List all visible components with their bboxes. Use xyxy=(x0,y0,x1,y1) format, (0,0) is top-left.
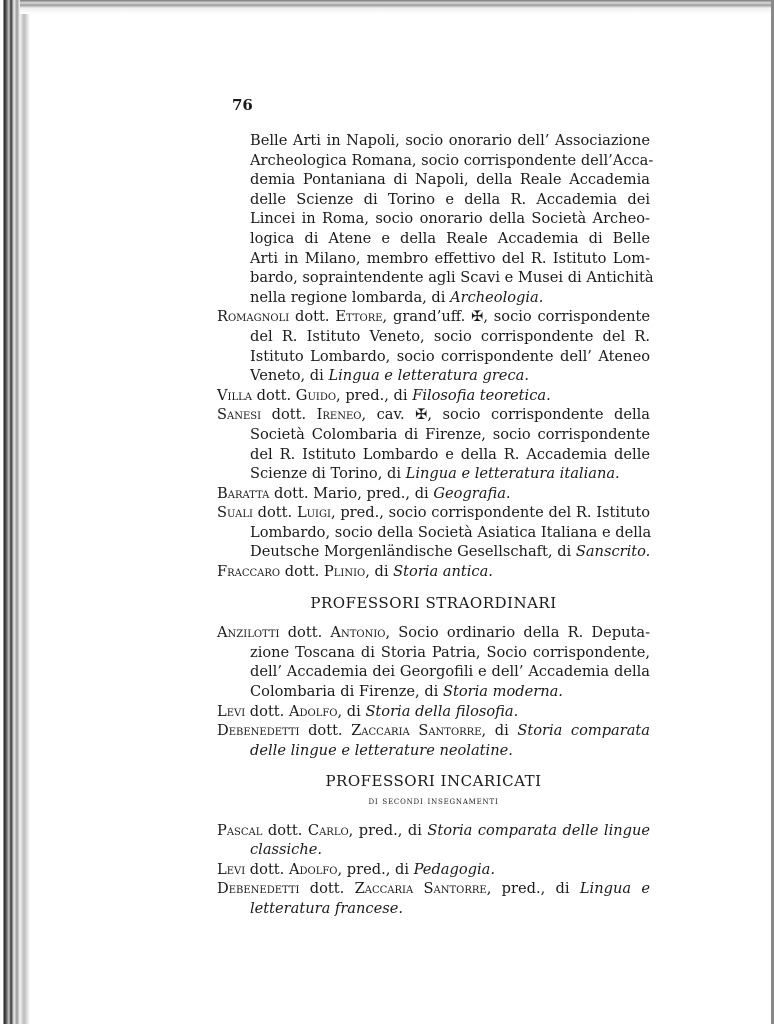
text-span: dott. xyxy=(280,563,324,581)
text-line xyxy=(217,249,650,269)
faculty-entry xyxy=(217,721,650,760)
faculty-entry xyxy=(217,702,650,722)
text-span: zione Toscana di Storia Patria, Socio corrispondente, xyxy=(250,643,650,661)
text-span: dott. xyxy=(245,860,289,878)
text-line xyxy=(217,307,650,327)
text-span: Istituto Lombardo, socio corrispondente dell’ Ateneo xyxy=(250,347,650,365)
subject-name: Sanscrito. xyxy=(575,543,651,561)
subject-name: Geografia. xyxy=(433,484,511,502)
text-span: Scienze di Torino, di xyxy=(250,465,406,483)
text-line xyxy=(217,366,650,386)
text-line xyxy=(217,662,650,682)
text-line xyxy=(217,860,650,880)
person-name: Zaccaria Santorre xyxy=(354,880,487,898)
section-subheading: di secondi insegnamenti xyxy=(368,796,499,807)
text-line xyxy=(217,425,650,445)
text-line xyxy=(217,702,650,722)
text-span: Arti in Milano, membro effettivo del R. Istituto Lom- xyxy=(250,249,650,267)
text-span: Lombardo, socio della Società Asiatica Italiana e della xyxy=(250,523,652,541)
text-span: , pred., di xyxy=(348,821,428,839)
person-name: Adolfo xyxy=(288,702,338,720)
subject-name: Lingua e letteratura greca. xyxy=(328,367,529,385)
text-line xyxy=(217,386,650,406)
person-name: Zaccaria Santorre xyxy=(351,722,482,740)
subject-name: Storia comparata delle lingue xyxy=(427,821,651,839)
text-span: del R. Istituto Lombardo e della R. Accademia delle xyxy=(250,445,650,463)
section-heading: PROFESSORI STRAORDINARI xyxy=(310,593,557,612)
text-line xyxy=(217,131,650,151)
text-span: dott. xyxy=(252,504,297,522)
person-name: Debenedetti xyxy=(217,880,300,898)
subject-name: delle lingue e letterature neolatine. xyxy=(250,741,513,759)
text-span: dott. xyxy=(289,308,336,326)
subject-name: Filosofia teoretica. xyxy=(412,386,551,404)
text-span: bardo, sopraintendente agli Scavi e Musei di Antichità xyxy=(250,269,654,287)
person-name: Debenedetti xyxy=(217,722,300,740)
subject-name: Pedagogia. xyxy=(413,860,495,878)
text-span: Belle Arti in Napoli, socio onorario dell’ Associazione xyxy=(250,132,650,149)
faculty-entry xyxy=(217,879,650,918)
text-span: delle Scienze di Torino e della R. Accademia dei xyxy=(250,190,650,208)
text-line xyxy=(217,899,650,919)
subject-name: classiche. xyxy=(250,841,323,859)
person-name: Baratta xyxy=(217,484,270,502)
subject-name: Storia comparata xyxy=(517,722,650,740)
text-line xyxy=(217,879,650,899)
text-line xyxy=(217,542,650,562)
text-line xyxy=(217,170,650,190)
text-span: Archeologica Romana, socio corrispondente dell’Acca- xyxy=(250,151,654,169)
text-span: Colombaria di Firenze, di xyxy=(250,683,443,701)
faculty-entry xyxy=(217,131,654,307)
text-span: , Socio ordinario della R. Deputa- xyxy=(385,624,650,642)
text-line xyxy=(217,445,650,465)
person-name: Pascal xyxy=(217,821,263,839)
person-name: Plinio xyxy=(323,563,366,581)
person-name: Ettore xyxy=(335,308,383,326)
page-body xyxy=(217,131,654,919)
faculty-entry xyxy=(217,484,650,504)
text-span: , pred., di xyxy=(337,860,414,878)
text-line xyxy=(217,229,650,249)
text-span: Veneto, di xyxy=(250,367,329,385)
faculty-entry xyxy=(217,405,650,483)
text-span: , di xyxy=(481,722,518,740)
text-span: dott. xyxy=(279,624,331,642)
text-span: , pred., di xyxy=(486,880,580,898)
text-line xyxy=(217,327,650,347)
text-span: Lincei in Roma, socio onorario della Società Archeo- xyxy=(250,210,650,228)
text-span: , cav. ✠, socio corrispondente della xyxy=(361,406,650,424)
text-span: dott. xyxy=(245,702,289,720)
person-name: Suali xyxy=(217,504,253,522)
text-span: dott. xyxy=(299,880,355,898)
subject-name: Storia della filosofia. xyxy=(365,702,519,720)
text-line xyxy=(217,682,650,702)
text-line xyxy=(217,209,650,229)
faculty-entry xyxy=(217,386,650,406)
text-span: dott. xyxy=(261,406,317,424)
subject-name: Lingua e letteratura italiana. xyxy=(405,465,620,483)
text-span: , di xyxy=(337,702,366,720)
text-span: dell’ Accademia dei Georgofili e dell’ Accademia della xyxy=(250,663,650,681)
scan-binding-edge xyxy=(0,0,34,1024)
text-line xyxy=(217,562,650,582)
subject-name: Storia moderna. xyxy=(442,683,563,701)
scan-top-edge xyxy=(20,0,774,14)
faculty-entry xyxy=(217,562,650,582)
text-line xyxy=(217,623,650,643)
subject-name: Lingua e xyxy=(579,880,650,898)
section-heading: PROFESSORI INCARICATI xyxy=(325,772,542,791)
faculty-entry xyxy=(217,821,650,860)
text-span: dott. Mario, pred., di xyxy=(269,484,434,502)
text-line xyxy=(217,151,654,171)
subject-name: letteratura francese. xyxy=(250,899,403,917)
person-name: Antonio xyxy=(330,624,386,642)
text-line xyxy=(217,741,650,761)
person-name: Sanesi xyxy=(217,406,262,424)
person-name: Ireneo xyxy=(316,406,362,424)
person-name: Luigi xyxy=(296,504,331,522)
text-line xyxy=(217,840,650,860)
text-span: dott. xyxy=(299,722,352,740)
text-span: , pred., di xyxy=(336,386,413,404)
text-line xyxy=(217,405,650,425)
text-line xyxy=(217,721,650,741)
text-span: Deutsche Morgenländische Gesellschaft, di xyxy=(250,543,576,561)
person-name: Levi xyxy=(217,702,246,720)
person-name: Carlo xyxy=(307,821,349,839)
text-line xyxy=(217,484,650,504)
subject-name: Archeologia. xyxy=(450,288,544,306)
text-span: Società Colombaria di Firenze, socio corrispondente xyxy=(250,425,650,443)
text-span: del R. Istituto Veneto, socio corrispondente del R. xyxy=(250,327,650,345)
text-span: , pred., socio corrispondente del R. Istituto xyxy=(330,504,650,522)
text-line xyxy=(217,288,650,308)
person-name: Romagnoli xyxy=(217,308,290,326)
text-span: nella regione lombarda, di xyxy=(250,288,451,306)
text-span: dott. xyxy=(262,821,308,839)
text-line xyxy=(217,523,650,543)
text-line xyxy=(217,268,654,288)
text-span: logica di Atene e della Reale Accademia di Belle xyxy=(250,229,650,247)
person-name: Villa xyxy=(217,386,252,404)
subject-name: Storia antica. xyxy=(393,563,493,581)
text-line xyxy=(217,347,650,367)
text-span: , grand’uff. ✠, socio corrispondente xyxy=(382,308,650,326)
person-name: Levi xyxy=(217,860,246,878)
text-line xyxy=(217,821,650,841)
text-span: , di xyxy=(365,563,394,581)
page-number: 76 xyxy=(232,96,253,114)
text-line xyxy=(217,464,650,484)
text-span: demia Pontaniana di Napoli, della Reale Accademia xyxy=(250,171,650,189)
faculty-entry xyxy=(217,623,650,701)
faculty-entry xyxy=(217,503,650,562)
person-name: Guido xyxy=(295,386,337,404)
person-name: Adolfo xyxy=(288,860,338,878)
text-span: dott. xyxy=(252,386,296,404)
person-name: Anzilotti xyxy=(217,624,280,642)
text-line xyxy=(217,643,650,663)
faculty-entry xyxy=(217,307,650,385)
text-line xyxy=(217,503,650,523)
faculty-entry xyxy=(217,860,650,880)
text-line xyxy=(217,190,650,210)
person-name: Fraccaro xyxy=(217,563,281,581)
